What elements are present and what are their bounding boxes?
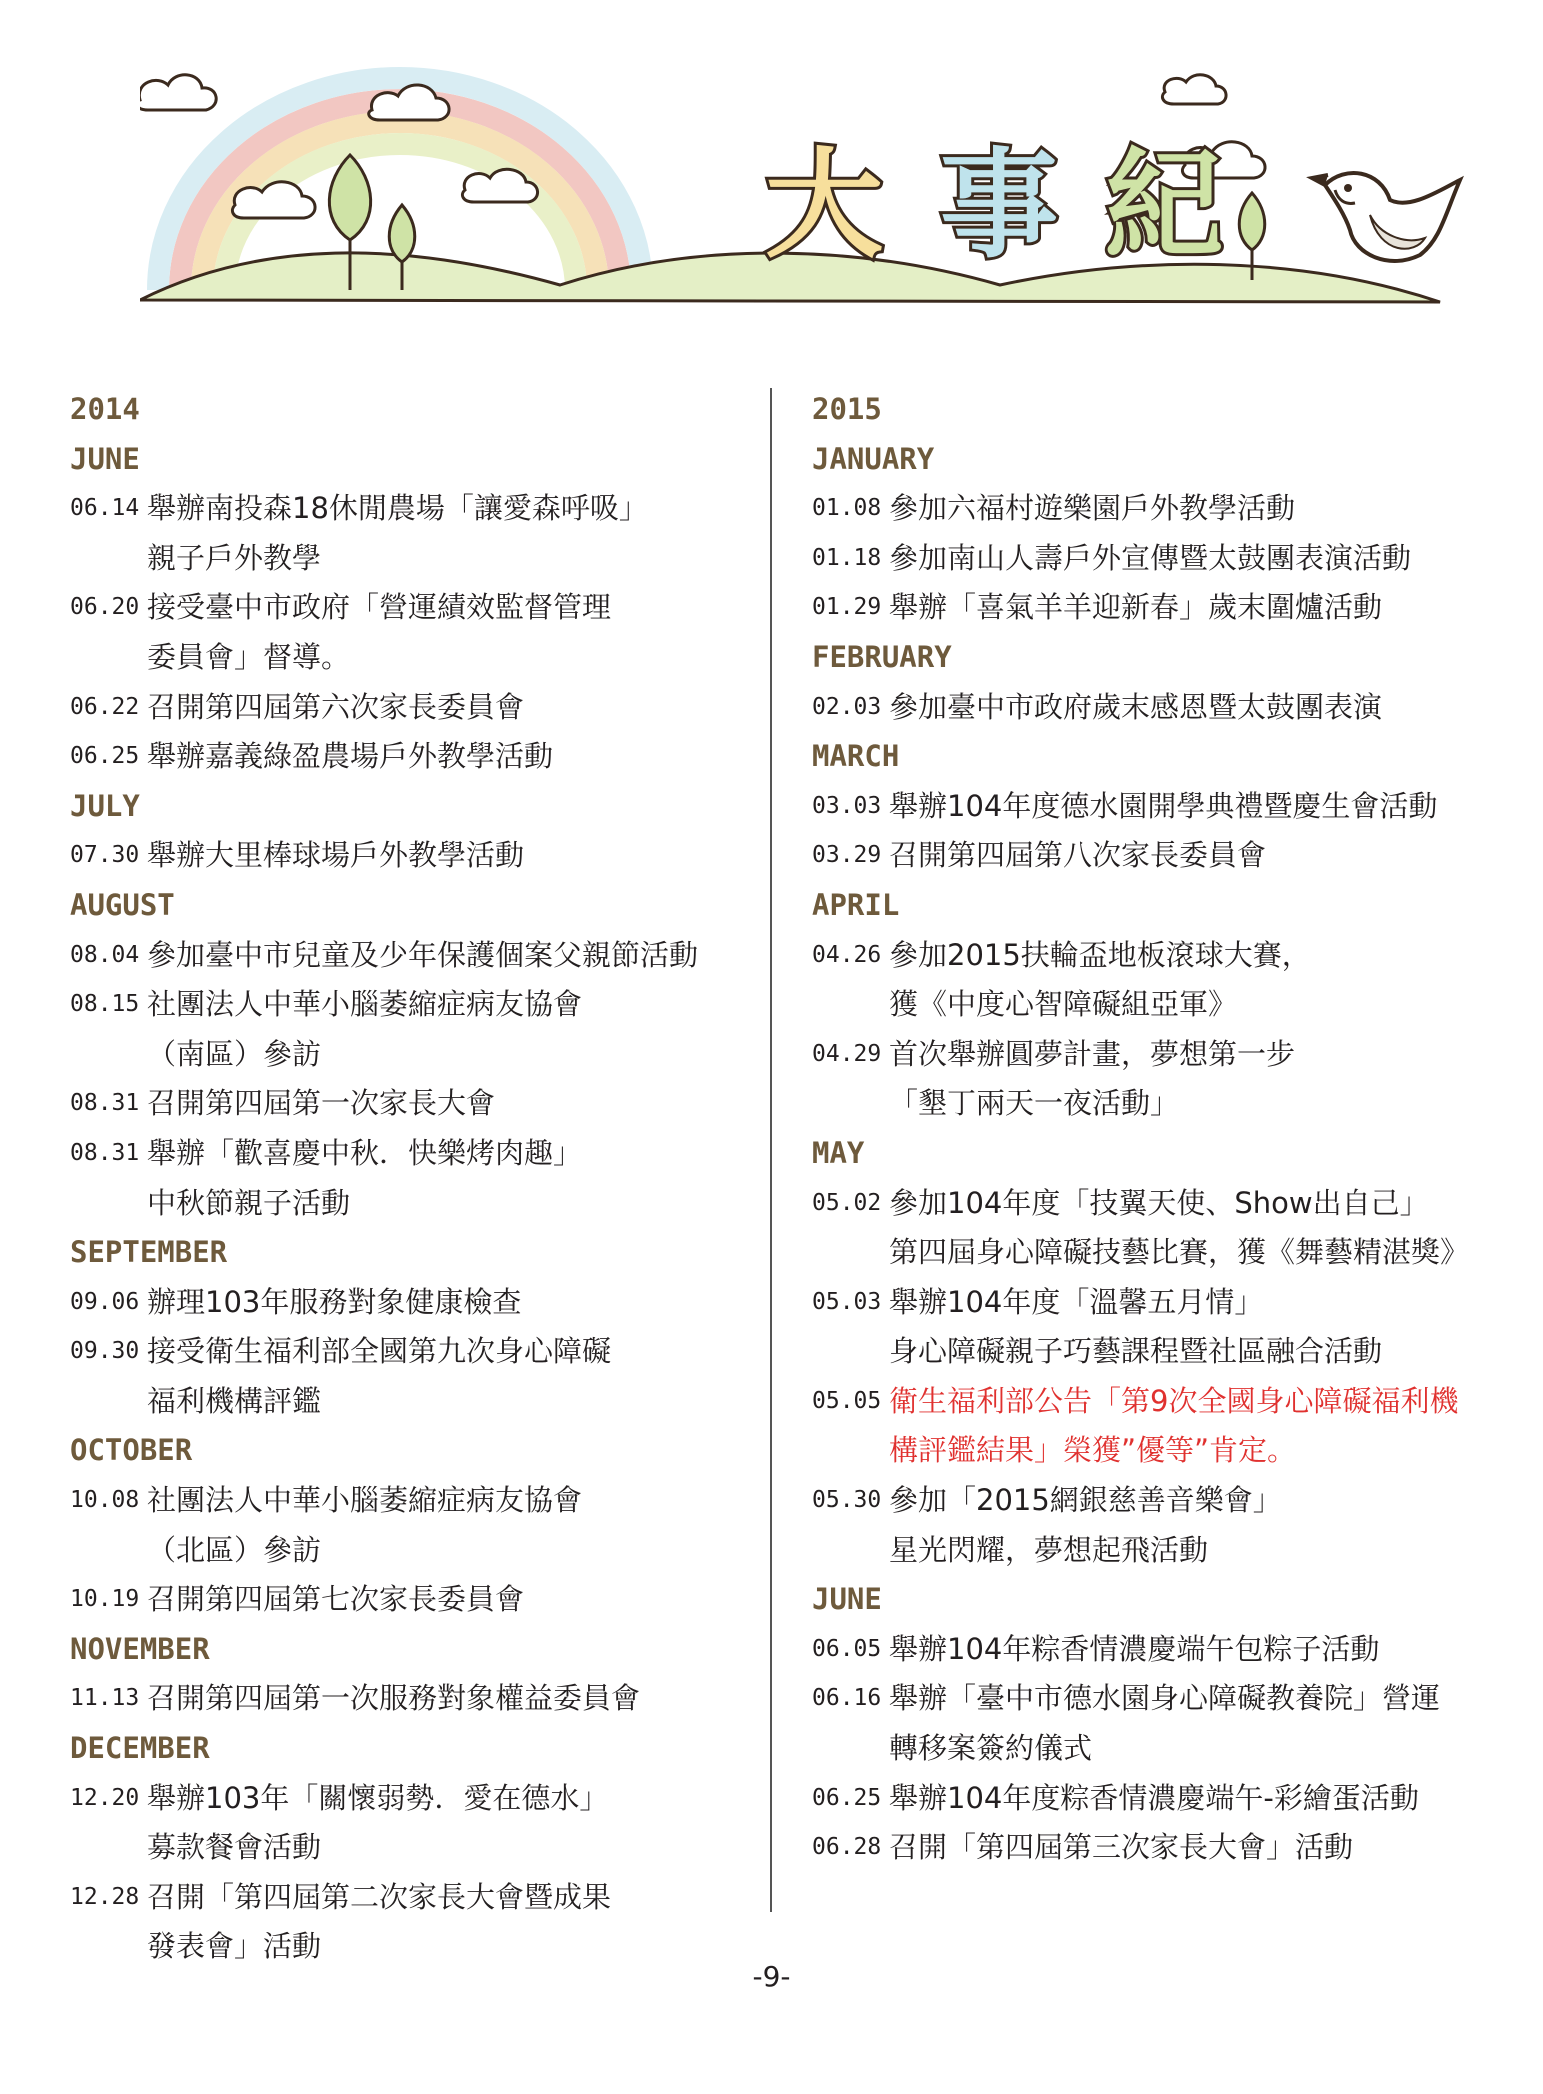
entry-text: 舉辦「歡喜慶中秋．快樂烤肉趣」 (147, 1135, 583, 1170)
entry-date: 05.30 (812, 1487, 882, 1514)
entry-date: 08.31 (70, 1090, 140, 1117)
month-heading: OCTOBER (70, 1433, 193, 1468)
column-divider (770, 388, 772, 1912)
entry-text: 舉辦103年「關懷弱勢．愛在德水」 (147, 1780, 609, 1815)
timeline-entry (812, 782, 1512, 832)
entry-text-continued: 福利機構評鑑 (147, 1383, 322, 1418)
entry-text-continued: 構評鑑結果」榮獲”優等”肯定。 (889, 1433, 1297, 1468)
title-char: 紀 (1105, 136, 1224, 274)
month-heading: MAY (812, 1135, 865, 1170)
entry-date: 10.08 (70, 1487, 140, 1514)
year-heading: 2014 (70, 392, 140, 426)
entry-date: 05.02 (812, 1189, 882, 1216)
entry-text: 參加2015扶輪盃地板滾球大賽， (889, 937, 1311, 972)
entry-text: 首次舉辦圓夢計畫，夢想第一步 (889, 1036, 1296, 1071)
entry-date: 06.20 (70, 594, 140, 621)
month-heading: JULY (70, 788, 140, 823)
entry-text-continued: （南區）參訪 (147, 1036, 322, 1071)
entry-text: 召開第四屆第七次家長委員會 (147, 1582, 525, 1617)
header-illustration (140, 40, 1480, 320)
entry-text-continued: 中秋節親子活動 (147, 1185, 351, 1220)
entry-text-continued: 親子戶外教學 (147, 540, 322, 575)
month-heading: DECEMBER (70, 1731, 210, 1766)
entry-date: 06.25 (812, 1784, 882, 1811)
entry-text-continued: 星光閃耀，夢想起飛活動 (889, 1532, 1209, 1567)
entry-text: 召開「第四屆第二次家長大會暨成果 (147, 1879, 612, 1914)
entry-date: 03.29 (812, 842, 882, 869)
entry-text: 舉辦104年度粽香情濃慶端午-彩繪蛋活動 (889, 1780, 1419, 1815)
entry-text: 舉辦南投森18休閒農場「讓愛森呼吸」 (147, 491, 648, 526)
month-heading: MARCH (812, 739, 900, 774)
entry-text-continued: 委員會」督導。 (147, 639, 351, 674)
entry-text: 接受衛生福利部全國第九次身心障礙 (147, 1334, 612, 1369)
entry-text: 舉辦大里棒球場戶外教學活動 (147, 838, 525, 873)
entry-text: 舉辦104年粽香情濃慶端午包粽子活動 (889, 1631, 1380, 1666)
entry-date: 12.28 (70, 1883, 140, 1910)
timeline-entry (70, 732, 760, 782)
entry-date: 06.16 (812, 1685, 882, 1712)
entry-text: 參加臺中市兒童及少年保護個案父親節活動 (147, 937, 699, 972)
entry-date: 03.03 (812, 792, 882, 819)
entry-date: 04.26 (812, 941, 882, 968)
entry-text: 召開第四屆第一次服務對象權益委員會 (147, 1681, 641, 1716)
month-heading: SEPTEMBER (70, 1235, 228, 1270)
timeline-entry (812, 1030, 1512, 1129)
entry-text-continued: 身心障礙親子巧藝課程暨社區融合活動 (889, 1334, 1383, 1369)
timeline-entry (70, 583, 760, 682)
month-heading: AUGUST (70, 887, 175, 922)
entry-text: 社團法人中華小腦萎縮症病友協會 (147, 1483, 583, 1518)
timeline-entry (812, 1625, 1512, 1675)
timeline-entry (812, 831, 1512, 881)
timeline-2015 (812, 385, 1512, 1873)
timeline-entry (812, 583, 1512, 633)
year-heading: 2015 (812, 392, 882, 426)
entry-text-continued: 發表會」活動 (147, 1929, 322, 1964)
entry-text: 舉辦「喜氣羊羊迎新春」歲末圍爐活動 (889, 590, 1383, 625)
entry-date: 04.29 (812, 1040, 882, 1067)
timeline-entry (70, 484, 760, 583)
entry-text: 衛生福利部公告「第9次全國身心障礙福利機 (889, 1383, 1459, 1418)
timeline-entry (70, 683, 760, 733)
title-char: 事 (940, 136, 1059, 274)
title-char: 大 (765, 136, 884, 274)
month-heading: FEBRUARY (812, 639, 952, 674)
timeline-entry (70, 1674, 760, 1724)
timeline-entry (70, 931, 760, 981)
timeline-entry (812, 1278, 1512, 1377)
entry-date: 01.08 (812, 495, 882, 522)
month-heading: JUNE (70, 441, 140, 476)
month-heading: JUNE (812, 1582, 882, 1617)
entry-text-continued: 第四屆身心障礙技藝比賽，獲《舞藝精湛獎》 (889, 1235, 1470, 1270)
entry-text: 社團法人中華小腦萎縮症病友協會 (147, 987, 583, 1022)
timeline-entry (812, 534, 1512, 584)
entry-text-continued: （北區）參訪 (147, 1532, 322, 1567)
entry-date: 06.05 (812, 1635, 882, 1662)
entry-text-continued: 「墾丁兩天一夜活動」 (889, 1086, 1180, 1121)
entry-text: 舉辦104年度「溫馨五月情」 (889, 1284, 1264, 1319)
timeline-entry (70, 980, 760, 1079)
timeline-entry (70, 1873, 760, 1972)
timeline-entry (812, 1823, 1512, 1873)
entry-date: 11.13 (70, 1685, 140, 1712)
entry-text: 參加「2015網銀慈善音樂會」 (889, 1483, 1282, 1518)
entry-date: 05.05 (812, 1387, 882, 1414)
entry-date: 06.25 (70, 743, 140, 770)
entry-date: 10.19 (70, 1586, 140, 1613)
timeline-entry (70, 1476, 760, 1575)
timeline-2014 (70, 385, 760, 1972)
timeline-entry (70, 1278, 760, 1328)
entry-text: 參加104年度「技翼天使、Show出自己」 (889, 1185, 1429, 1220)
entry-text: 參加六福村遊樂園戶外教學活動 (889, 491, 1296, 526)
bird-icon (1312, 173, 1460, 261)
entry-date: 01.18 (812, 544, 882, 571)
entry-text-continued: 獲《中度心智障礙組亞軍》 (889, 987, 1238, 1022)
entry-date: 09.30 (70, 1338, 140, 1365)
entry-text: 舉辦104年度德水園開學典禮暨慶生會活動 (889, 788, 1438, 823)
entry-date: 05.03 (812, 1288, 882, 1315)
entry-text: 接受臺中市政府「營運績效監督管理 (147, 590, 612, 625)
timeline-entry (70, 1327, 760, 1426)
entry-text: 召開「第四屆第三次家長大會」活動 (889, 1830, 1354, 1865)
month-heading: JANUARY (812, 441, 935, 476)
entry-date: 07.30 (70, 842, 140, 869)
timeline-entry (70, 831, 760, 881)
entry-text: 舉辦嘉義綠盈農場戶外教學活動 (147, 739, 554, 774)
timeline-entry (70, 1575, 760, 1625)
page-number: -9- (752, 1960, 791, 1993)
timeline-entry (812, 1476, 1512, 1575)
timeline-entry (812, 484, 1512, 534)
timeline-entry (812, 1674, 1512, 1773)
timeline-entry (812, 1179, 1512, 1278)
entry-date: 09.06 (70, 1288, 140, 1315)
entry-text-continued: 募款餐會活動 (147, 1830, 322, 1865)
timeline-entry (70, 1079, 760, 1129)
entry-date: 08.04 (70, 941, 140, 968)
entry-date: 06.28 (812, 1834, 882, 1861)
timeline-entry (70, 1129, 760, 1228)
entry-text: 辦理103年服務對象健康檢查 (147, 1284, 522, 1319)
entry-date: 08.15 (70, 991, 140, 1018)
entry-date: 02.03 (812, 693, 882, 720)
entry-text: 參加南山人壽戶外宣傳暨太鼓團表演活動 (889, 540, 1412, 575)
timeline-entry (812, 683, 1512, 733)
entry-text: 召開第四屆第六次家長委員會 (147, 689, 525, 724)
entry-date: 12.20 (70, 1784, 140, 1811)
timeline-entry (812, 1377, 1512, 1476)
entry-text: 舉辦「臺中市德水園身心障礙教養院」營運 (889, 1681, 1441, 1716)
timeline-entry (812, 931, 1512, 1030)
month-heading: NOVEMBER (70, 1631, 210, 1666)
entry-text-continued: 轉移案簽約儀式 (889, 1731, 1093, 1766)
entry-date: 08.31 (70, 1139, 140, 1166)
entry-text: 參加臺中市政府歲末感恩暨太鼓團表演 (889, 689, 1383, 724)
timeline-entry (812, 1774, 1512, 1824)
entry-date: 01.29 (812, 594, 882, 621)
entry-text: 召開第四屆第八次家長委員會 (889, 838, 1267, 873)
month-heading: APRIL (812, 887, 900, 922)
entry-date: 06.14 (70, 495, 140, 522)
entry-text: 召開第四屆第一次家長大會 (147, 1086, 496, 1121)
entry-date: 06.22 (70, 693, 140, 720)
timeline-entry (70, 1774, 760, 1873)
